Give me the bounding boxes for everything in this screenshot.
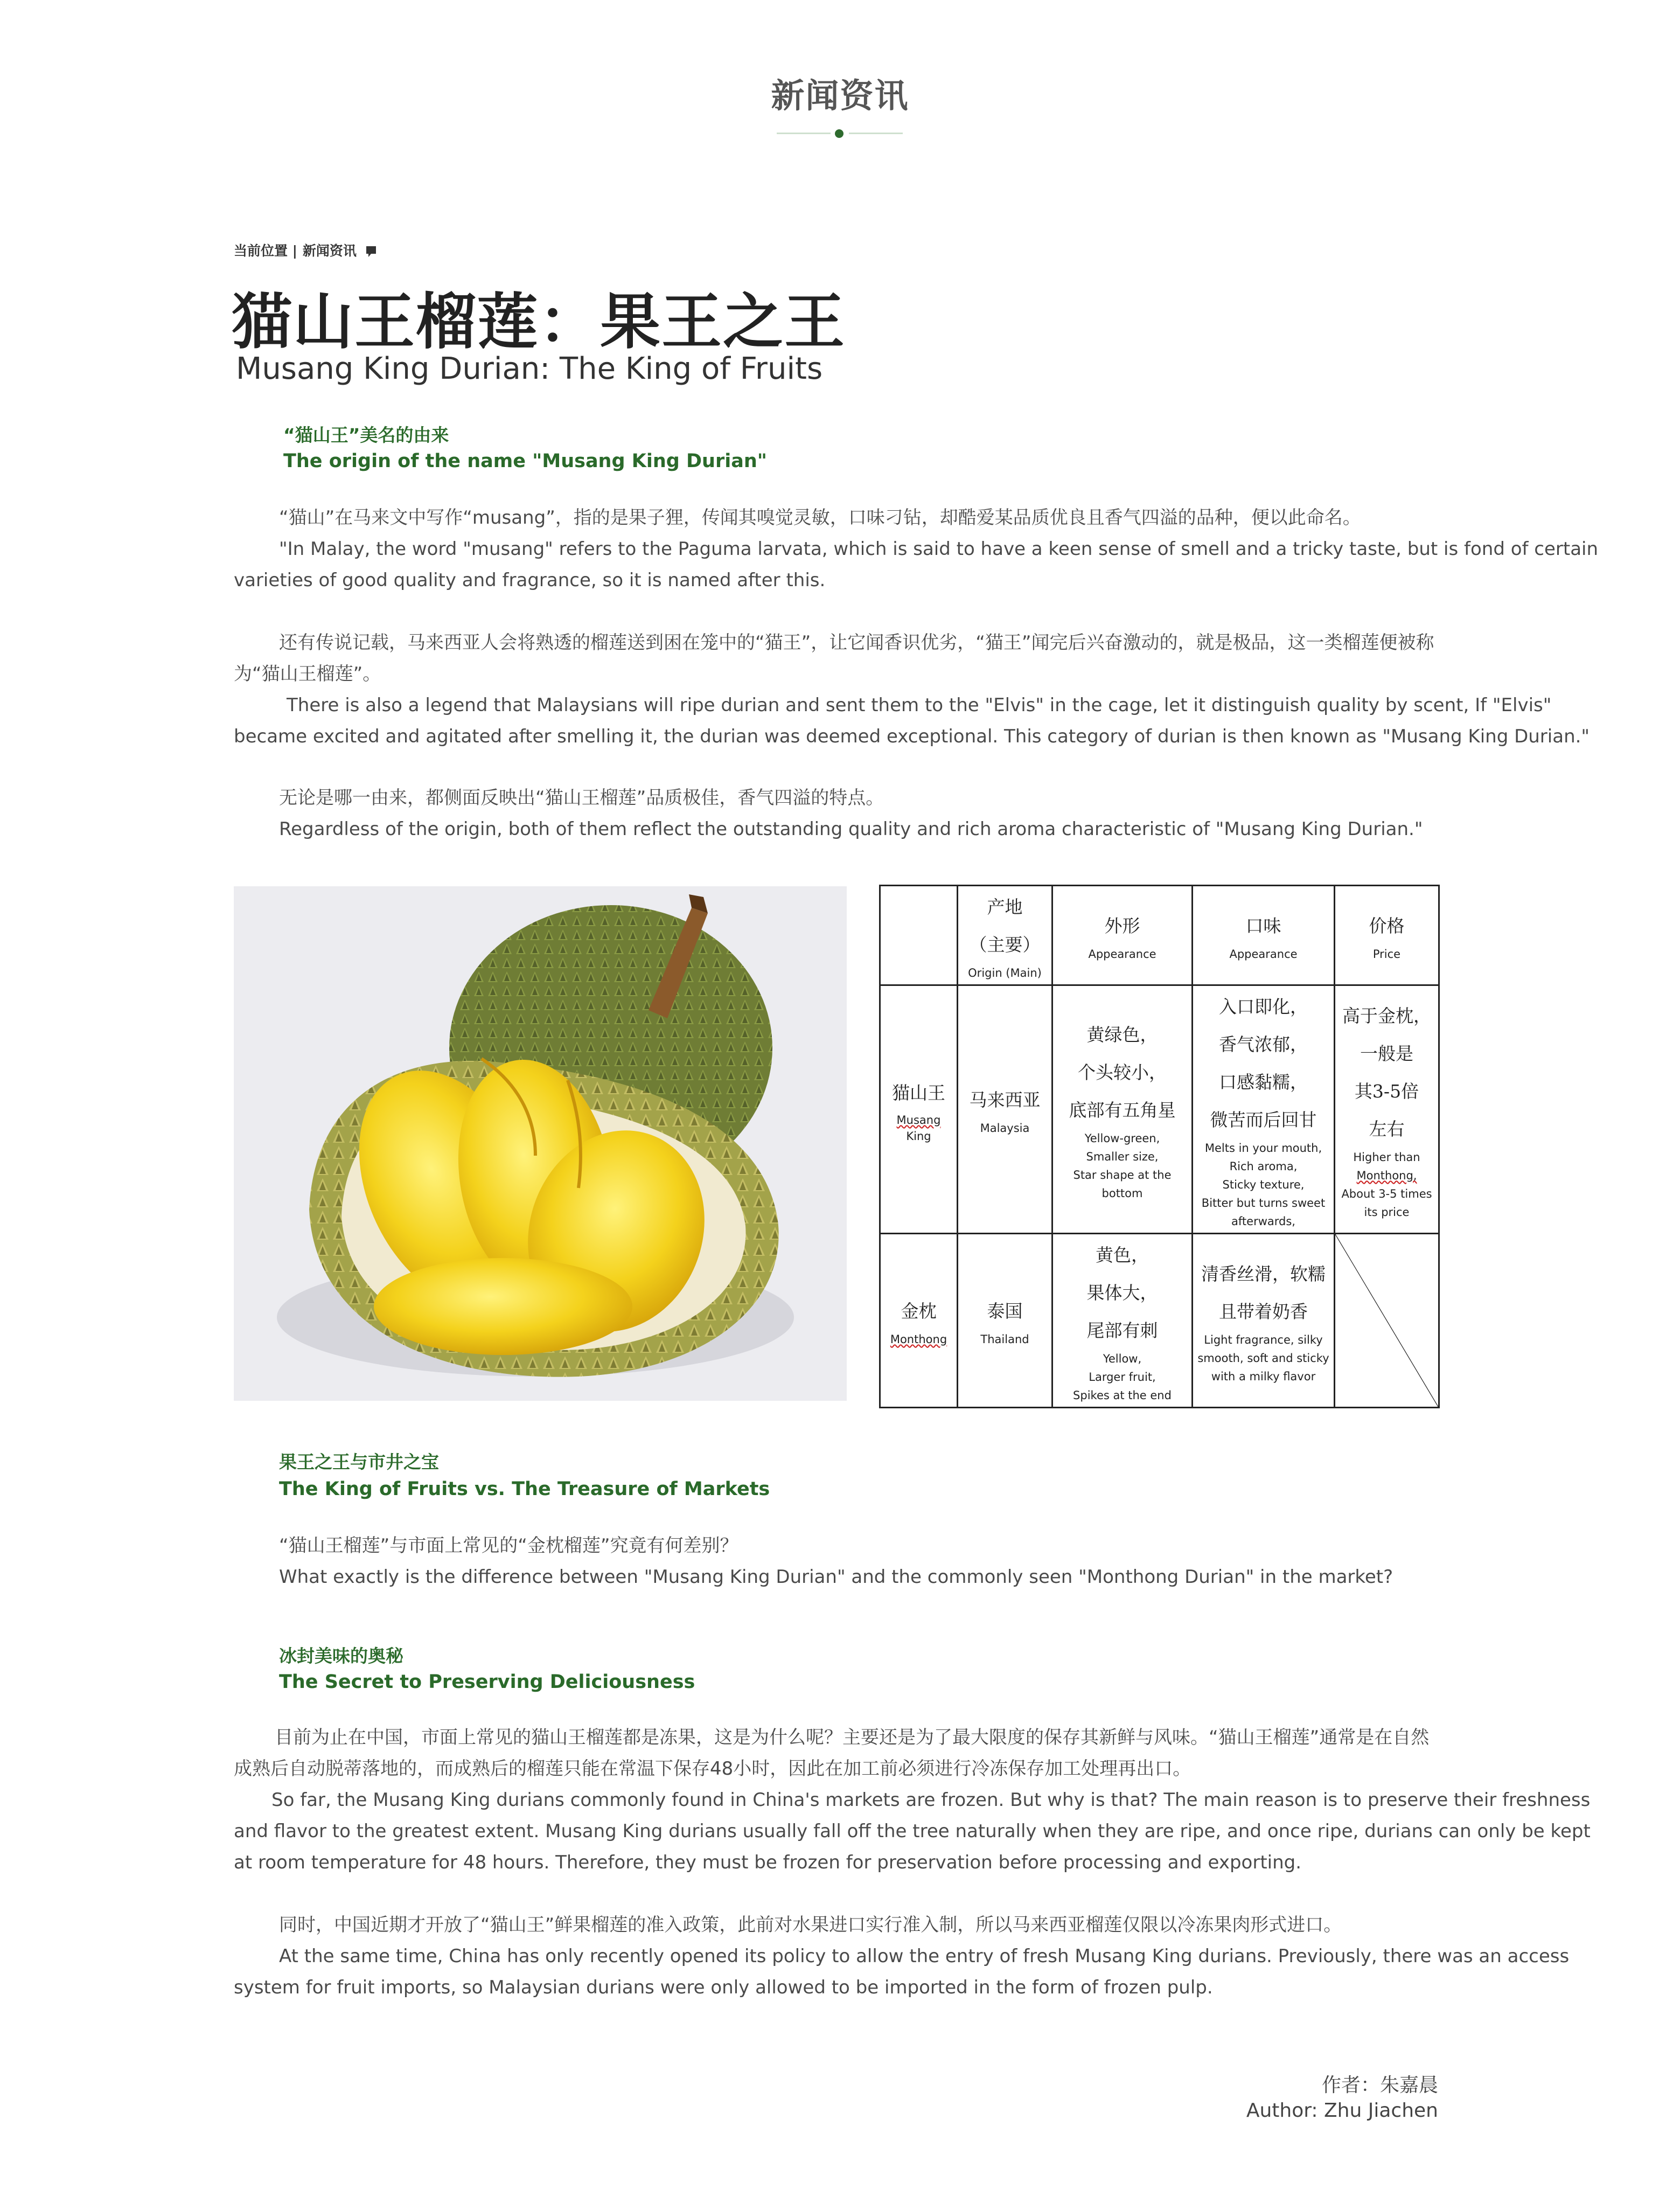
price-cn: 其3-5倍 [1354, 1081, 1419, 1102]
origin-en: Malaysia [980, 1122, 1030, 1135]
taste-en: Melts in your mouth, [1204, 1142, 1322, 1155]
section3-heading-cn: 冰封美味的奥秘 [279, 1645, 403, 1666]
taste-en: Sticky texture, [1222, 1178, 1305, 1191]
look-en: Star shape at the [1073, 1169, 1172, 1182]
table-header-empty [880, 886, 958, 985]
cell-taste-musang [1193, 985, 1335, 1234]
section3-p1-en-line1: So far, the Musang King durians commonly found in China's markets are frozen. But why is that? The main reason is to preserve their freshness [271, 1789, 1591, 1811]
cell-origin-malaysia [958, 985, 1052, 1234]
look-cn: 尾部有刺 [1086, 1320, 1158, 1341]
price-cn: 高于金枕， [1342, 1005, 1431, 1026]
taste-cn: 入口即化， [1219, 996, 1308, 1017]
look-cn: 黄绿色， [1086, 1024, 1158, 1045]
cell-price-monthong-empty [1335, 1234, 1439, 1408]
header-origin-en: Origin (Main) [968, 967, 1042, 979]
price-cn: 一般是 [1360, 1043, 1413, 1064]
header-divider-right [849, 133, 903, 134]
table-header-origin [958, 886, 1052, 985]
name-en-2: King [906, 1130, 931, 1143]
origin-cn: 马来西亚 [969, 1089, 1041, 1110]
name-cn: 猫山王 [892, 1082, 945, 1103]
comment-icon [366, 246, 376, 254]
section1-heading-cn: “猫山王”美名的由来 [283, 425, 449, 446]
header-origin-cn2: （主要） [969, 934, 1041, 955]
author-en: Author: Zhu Jiachen [1246, 2100, 1438, 2122]
durian-illustration [234, 886, 847, 1401]
taste-cn: 清香丝滑，软糯 [1201, 1263, 1326, 1284]
look-cn: 个头较小， [1078, 1062, 1167, 1083]
name-cn: 金枕 [901, 1301, 937, 1322]
origin-cn: 泰国 [987, 1301, 1023, 1322]
article-title-en: Musang King Durian: The King of Fruits [236, 351, 823, 386]
section1-p2-en-line2: became excited and agitated after smelling it, the durian was deemed exceptional. This category of durian is then known as "Musang King Durian." [234, 726, 1590, 747]
section3-p2-cn: 同时，中国近期才开放了“猫山王”鲜果榴莲的准入政策，此前对水果进口实行准入制，所以马来西亚榴莲仅限以冷冻果肉形式进口。 [279, 1914, 1342, 1936]
header-taste-cn: 口味 [1245, 915, 1281, 936]
header-appearance-cn: 外形 [1104, 915, 1140, 936]
look-en: Spikes at the end [1073, 1389, 1172, 1402]
section1-p1-cn: “猫山”在马来文中写作“musang”，指的是果子狸，传闻其嗅觉灵敏，口味刁钻，却酷爱某品质优良且香气四溢的品种，便以此命名。 [279, 507, 1361, 529]
header-origin-cn1: 产地 [987, 897, 1023, 918]
section3-p2-en-line2: system for fruit imports, so Malaysian durians were only allowed to be imported in the form of frozen pulp. [234, 1977, 1213, 1998]
cell-price-musang [1335, 985, 1439, 1234]
price-en: Higher than [1353, 1151, 1420, 1164]
price-cn: 左右 [1369, 1118, 1405, 1139]
header-taste-en: Appearance [1229, 948, 1298, 961]
look-cn: 果体大， [1086, 1282, 1158, 1303]
author-cn: 作者：朱嘉晨 [1321, 2074, 1438, 2096]
table-row-monthong [880, 1234, 1439, 1408]
section3-p1-cn-line1: 目前为止在中国，市面上常见的猫山王榴莲都是冻果，这是为什么呢？主要还是为了最大限度的保存其新鲜与风味。“猫山王榴莲”通常是在自然 [275, 1727, 1430, 1748]
section1-p1-en-line1: "In Malay, the word "musang" refers to the Paguma larvata, which is said to have a keen sense of smell and a tricky taste, but is fond of certain [279, 538, 1599, 560]
look-en: bottom [1102, 1187, 1143, 1200]
section3-p1-en-line3: at room temperature for 48 hours. Therefore, they must be frozen for preservation before processing and exporting. [234, 1852, 1302, 1873]
price-en: About 3-5 times [1341, 1187, 1432, 1200]
taste-en: smooth, soft and sticky [1197, 1352, 1329, 1365]
look-cn: 底部有五角星 [1069, 1100, 1176, 1121]
section3-p2-en-line1: At the same time, China has only recently opened its policy to allow the entry of fresh Musang King durians. Previously, there was an access [279, 1945, 1570, 1967]
taste-cn: 且带着奶香 [1219, 1301, 1308, 1322]
taste-cn: 微苦而后回甘 [1210, 1109, 1317, 1130]
diagonal-slash [1335, 1234, 1438, 1407]
header-divider-dot [835, 129, 844, 138]
table-header-taste [1193, 886, 1335, 985]
table-row-musang-king [880, 985, 1439, 1234]
cell-taste-monthong [1193, 1234, 1335, 1408]
name-en-1: Musang [896, 1114, 941, 1127]
section2-p1-cn: “猫山王榴莲”与市面上常见的“金枕榴莲”究竟有何差别？ [279, 1535, 738, 1556]
table-header-row [880, 886, 1439, 985]
taste-cn: 口感黏糯， [1219, 1072, 1308, 1093]
cell-appearance-musang [1052, 985, 1193, 1234]
header-divider-left [777, 133, 831, 134]
header-appearance-en: Appearance [1088, 948, 1156, 961]
section1-p2-cn-line2: 为“猫山王榴莲”。 [234, 663, 381, 685]
section1-p3-cn: 无论是哪一由来，都侧面反映出“猫山王榴莲”品质极佳，香气四溢的特点。 [279, 787, 884, 809]
cell-appearance-monthong [1052, 1234, 1193, 1408]
look-en: Yellow-green, [1084, 1132, 1160, 1145]
breadcrumb-current-link[interactable]: 新闻资讯 [302, 243, 357, 259]
section3-p1-cn-line2: 成熟后自动脱蒂落地的，而成熟后的榴莲只能在常温下保存48小时，因此在加工前必须进行冷冻保存加工处理再出口。 [234, 1758, 1191, 1780]
origin-en: Thailand [980, 1333, 1029, 1346]
cell-name-monthong [880, 1234, 958, 1408]
section2-heading-cn: 果王之王与市井之宝 [279, 1451, 439, 1472]
taste-en: with a milky flavor [1211, 1370, 1316, 1383]
cell-name-musang [880, 985, 958, 1234]
name-en: Monthong [890, 1333, 947, 1346]
look-en: Larger fruit, [1089, 1371, 1156, 1384]
look-en: Yellow, [1103, 1352, 1142, 1365]
section1-p2-cn-line1: 还有传说记载，马来西亚人会将熟透的榴莲送到困在笼中的“猫王”，让它闻香识优劣，“猫王”闻完后兴奋激动的，就是极品，这一类榴莲便被称 [279, 632, 1434, 654]
taste-en: Light fragrance, silky [1204, 1333, 1323, 1346]
article-title-cn: 猫山王榴莲：果王之王 [232, 287, 846, 357]
look-en: Smaller size, [1086, 1150, 1159, 1163]
table-header-appearance [1052, 886, 1193, 985]
section1-p2-en-line1: There is also a legend that Malaysians will ripe durian and sent them to the "Elvis" in the cage, let it distinguish quality by scent, If "Elvis" [287, 694, 1552, 716]
section2-heading-en: The King of Fruits vs. The Treasure of Markets [279, 1478, 770, 1500]
table-header-price [1335, 886, 1439, 985]
section3-heading-en: The Secret to Preserving Deliciousness [279, 1671, 695, 1693]
section3-p1-en-line2: and flavor to the greatest extent. Musang King durians usually fall off the tree naturally when they are ripe, and once ripe, durians can only be kept [234, 1820, 1591, 1842]
header-price-en: Price [1372, 948, 1401, 961]
section1-p3-en: Regardless of the origin, both of them reflect the outstanding quality and rich aroma characteristic of "Musang King Durian." [279, 818, 1423, 840]
breadcrumb-label: 当前位置 | [234, 243, 297, 259]
taste-en: afterwards, [1231, 1215, 1295, 1228]
taste-en: Bitter but turns sweet [1201, 1197, 1326, 1210]
look-cn: 黄色， [1096, 1245, 1149, 1266]
section2-p1-en: What exactly is the difference between "Musang King Durian" and the commonly seen "Monthong Durian" in the market? [279, 1566, 1393, 1588]
cell-origin-thailand [958, 1234, 1052, 1408]
section1-heading-en: The origin of the name "Musang King Durian" [283, 450, 767, 472]
durian-photo [234, 886, 847, 1401]
durian-comparison-table [879, 885, 1440, 1408]
section-header-title: 新闻资讯 [771, 76, 909, 115]
breadcrumb [234, 240, 376, 260]
price-en: its price [1364, 1206, 1410, 1219]
price-en: Monthong, [1356, 1169, 1417, 1182]
taste-cn: 香气浓郁， [1219, 1034, 1308, 1055]
taste-en: Rich aroma, [1229, 1160, 1298, 1173]
section1-p1-en-line2: varieties of good quality and fragrance, so it is named after this. [234, 569, 826, 591]
header-price-cn: 价格 [1369, 915, 1405, 936]
